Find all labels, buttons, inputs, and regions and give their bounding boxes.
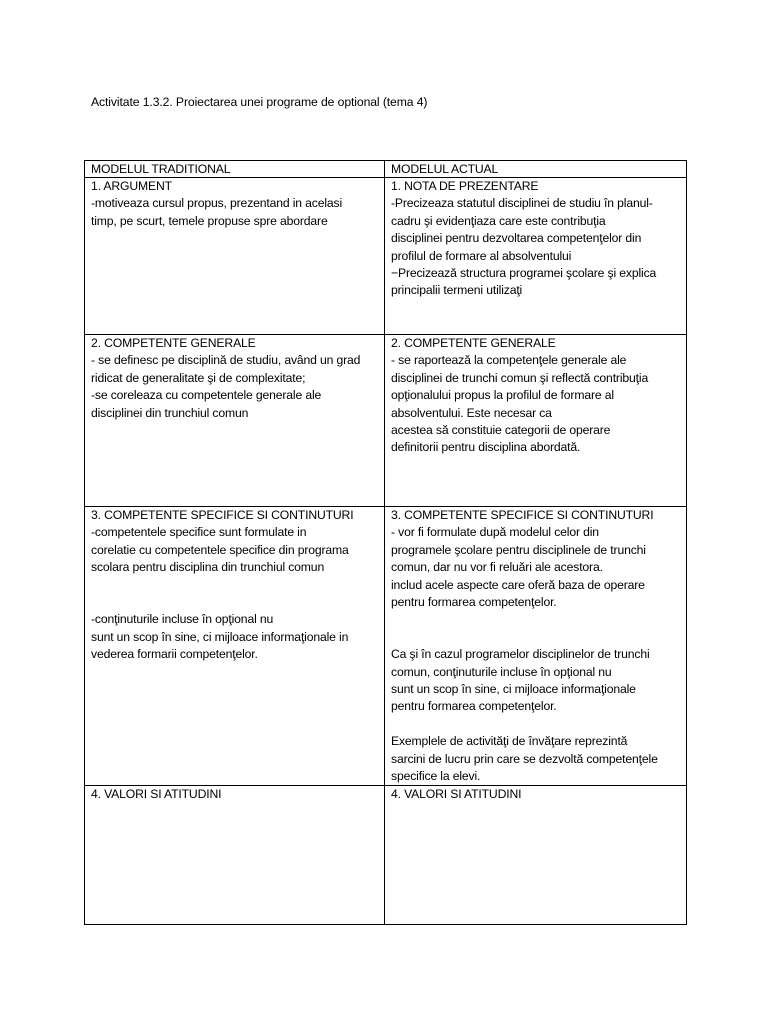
table-row bbox=[85, 335, 687, 507]
cell-text-line: corelatie cu competentele specifice din programa bbox=[91, 542, 349, 557]
cell-text-line: sunt un scop în sine, ci mijloace informaţionale in bbox=[91, 629, 349, 644]
cell-text-line: -competentele specifice sunt formulate in bbox=[91, 525, 307, 540]
cell-text-line: sarcini de lucru prin care se dezvoltă competenţele bbox=[391, 751, 658, 766]
cell-text-line: Exemplele de activităţi de învăţare reprezintă bbox=[391, 734, 628, 749]
cell-text-line: 1. NOTA DE PREZENTARE bbox=[391, 179, 539, 193]
cell-text-line: timp, pe scurt, temele propuse spre abordare bbox=[91, 213, 328, 228]
cell-text-line: vederea formarii competenţelor. bbox=[91, 647, 258, 662]
cell-text-line: Ca şi în cazul programelor disciplinelor de trunchi bbox=[391, 647, 650, 662]
blank-line bbox=[91, 577, 381, 594]
cell-current-presentation-note bbox=[385, 178, 687, 335]
cell-text-line: 1. ARGUMENT bbox=[91, 179, 172, 193]
cell-current-values-attitudes bbox=[385, 786, 687, 925]
cell-current-specific-competences bbox=[385, 507, 687, 786]
cell-text-line: specifice la elevi. bbox=[391, 769, 481, 784]
blank-line bbox=[391, 611, 683, 628]
cell-traditional-values-attitudes bbox=[85, 786, 385, 925]
cell-text-line: disciplinei de trunchi comun şi reflectă contribuţia bbox=[391, 370, 649, 385]
cell-traditional-general-competences bbox=[85, 335, 385, 507]
cell-text-line: −Precizează structura programei şcolare şi explica bbox=[391, 266, 657, 281]
cell-text-line: -motiveaza cursul propus, prezentand in acelasi bbox=[91, 196, 343, 211]
cell-text-line: 4. VALORI SI ATITUDINI bbox=[91, 787, 222, 802]
header-traditional-model: MODELUL TRADITIONAL bbox=[85, 161, 385, 178]
cell-text-line: pentru formarea competenţelor. bbox=[391, 699, 557, 714]
cell-text-line: 4. VALORI SI ATITUDINI bbox=[391, 787, 522, 802]
cell-text-line: definitorii pentru disciplina abordată. bbox=[391, 440, 581, 455]
cell-text-line: - vor fi formulate după modelul celor din bbox=[391, 525, 599, 540]
cell-traditional-argument bbox=[85, 178, 385, 335]
cell-text-line: -conţinuturile incluse în opţional nu bbox=[91, 612, 274, 627]
cell-text-line: comun, conţinuturile incluse în opţional nu bbox=[391, 664, 612, 679]
cell-text-line: profilul de formare al absolventului bbox=[391, 248, 572, 263]
table-row bbox=[85, 786, 687, 925]
cell-text-line: absolventului. Este necesar ca bbox=[391, 405, 552, 420]
table-row bbox=[85, 178, 687, 335]
table-row bbox=[85, 507, 687, 786]
cell-text-line: 3. COMPETENTE SPECIFICE SI CONTINUTURI bbox=[391, 508, 654, 522]
cell-text-line: 2. COMPETENTE GENERALE bbox=[391, 336, 556, 350]
cell-text-line: cadru şi evidenţiaza care este contribuţia bbox=[391, 213, 606, 228]
cell-text-line: pentru formarea competenţelor. bbox=[391, 595, 557, 610]
cell-text-line: comun, dar nu vor fi reluări ale acestora. bbox=[391, 560, 603, 575]
blank-line bbox=[91, 594, 381, 611]
cell-text-line: disciplinei din trunchiul comun bbox=[91, 405, 249, 420]
cell-text-line: -se coreleaza cu competentele generale ale bbox=[91, 388, 322, 403]
header-current-model: MODELUL ACTUAL bbox=[385, 161, 687, 178]
cell-text-line: acestea să constituie categorii de operare bbox=[391, 423, 611, 438]
cell-text-line: sunt un scop în sine, ci mijloace informaţionale bbox=[391, 682, 636, 697]
cell-traditional-specific-competences bbox=[85, 507, 385, 786]
comparison-table bbox=[84, 160, 687, 925]
cell-text-line: 2. COMPETENTE GENERALE bbox=[91, 336, 256, 350]
cell-text-line: - se raportează la competenţele generale ale bbox=[391, 353, 627, 368]
cell-current-general-competences bbox=[385, 335, 687, 507]
cell-text-line: includ acele aspecte care oferă baza de operare bbox=[391, 577, 645, 592]
cell-text-line: ridicat de generalitate şi de complexitate; bbox=[91, 370, 306, 385]
cell-text-line: disciplinei pentru dezvoltarea competenţelor din bbox=[391, 231, 642, 246]
blank-line bbox=[391, 629, 683, 646]
cell-text-line: opţionalului propus la profilul de formare al bbox=[391, 388, 614, 403]
blank-line bbox=[391, 716, 683, 733]
page-title: Activitate 1.3.2. Proiectarea unei programe de optional (tema 4) bbox=[91, 95, 428, 109]
table-header-row bbox=[85, 161, 687, 178]
cell-text-line: programele şcolare pentru disciplinele de trunchi bbox=[391, 542, 646, 557]
cell-text-line: 3. COMPETENTE SPECIFICE SI CONTINUTURI bbox=[91, 508, 354, 522]
cell-text-line: scolara pentru disciplina din trunchiul comun bbox=[91, 560, 325, 575]
cell-text-line: principalii termeni utilizaţi bbox=[391, 283, 523, 298]
cell-text-line: - se definesc pe disciplină de studiu, având un grad bbox=[91, 353, 361, 368]
cell-text-line: -Precizeaza statutul disciplinei de studiu în planul- bbox=[391, 196, 653, 211]
